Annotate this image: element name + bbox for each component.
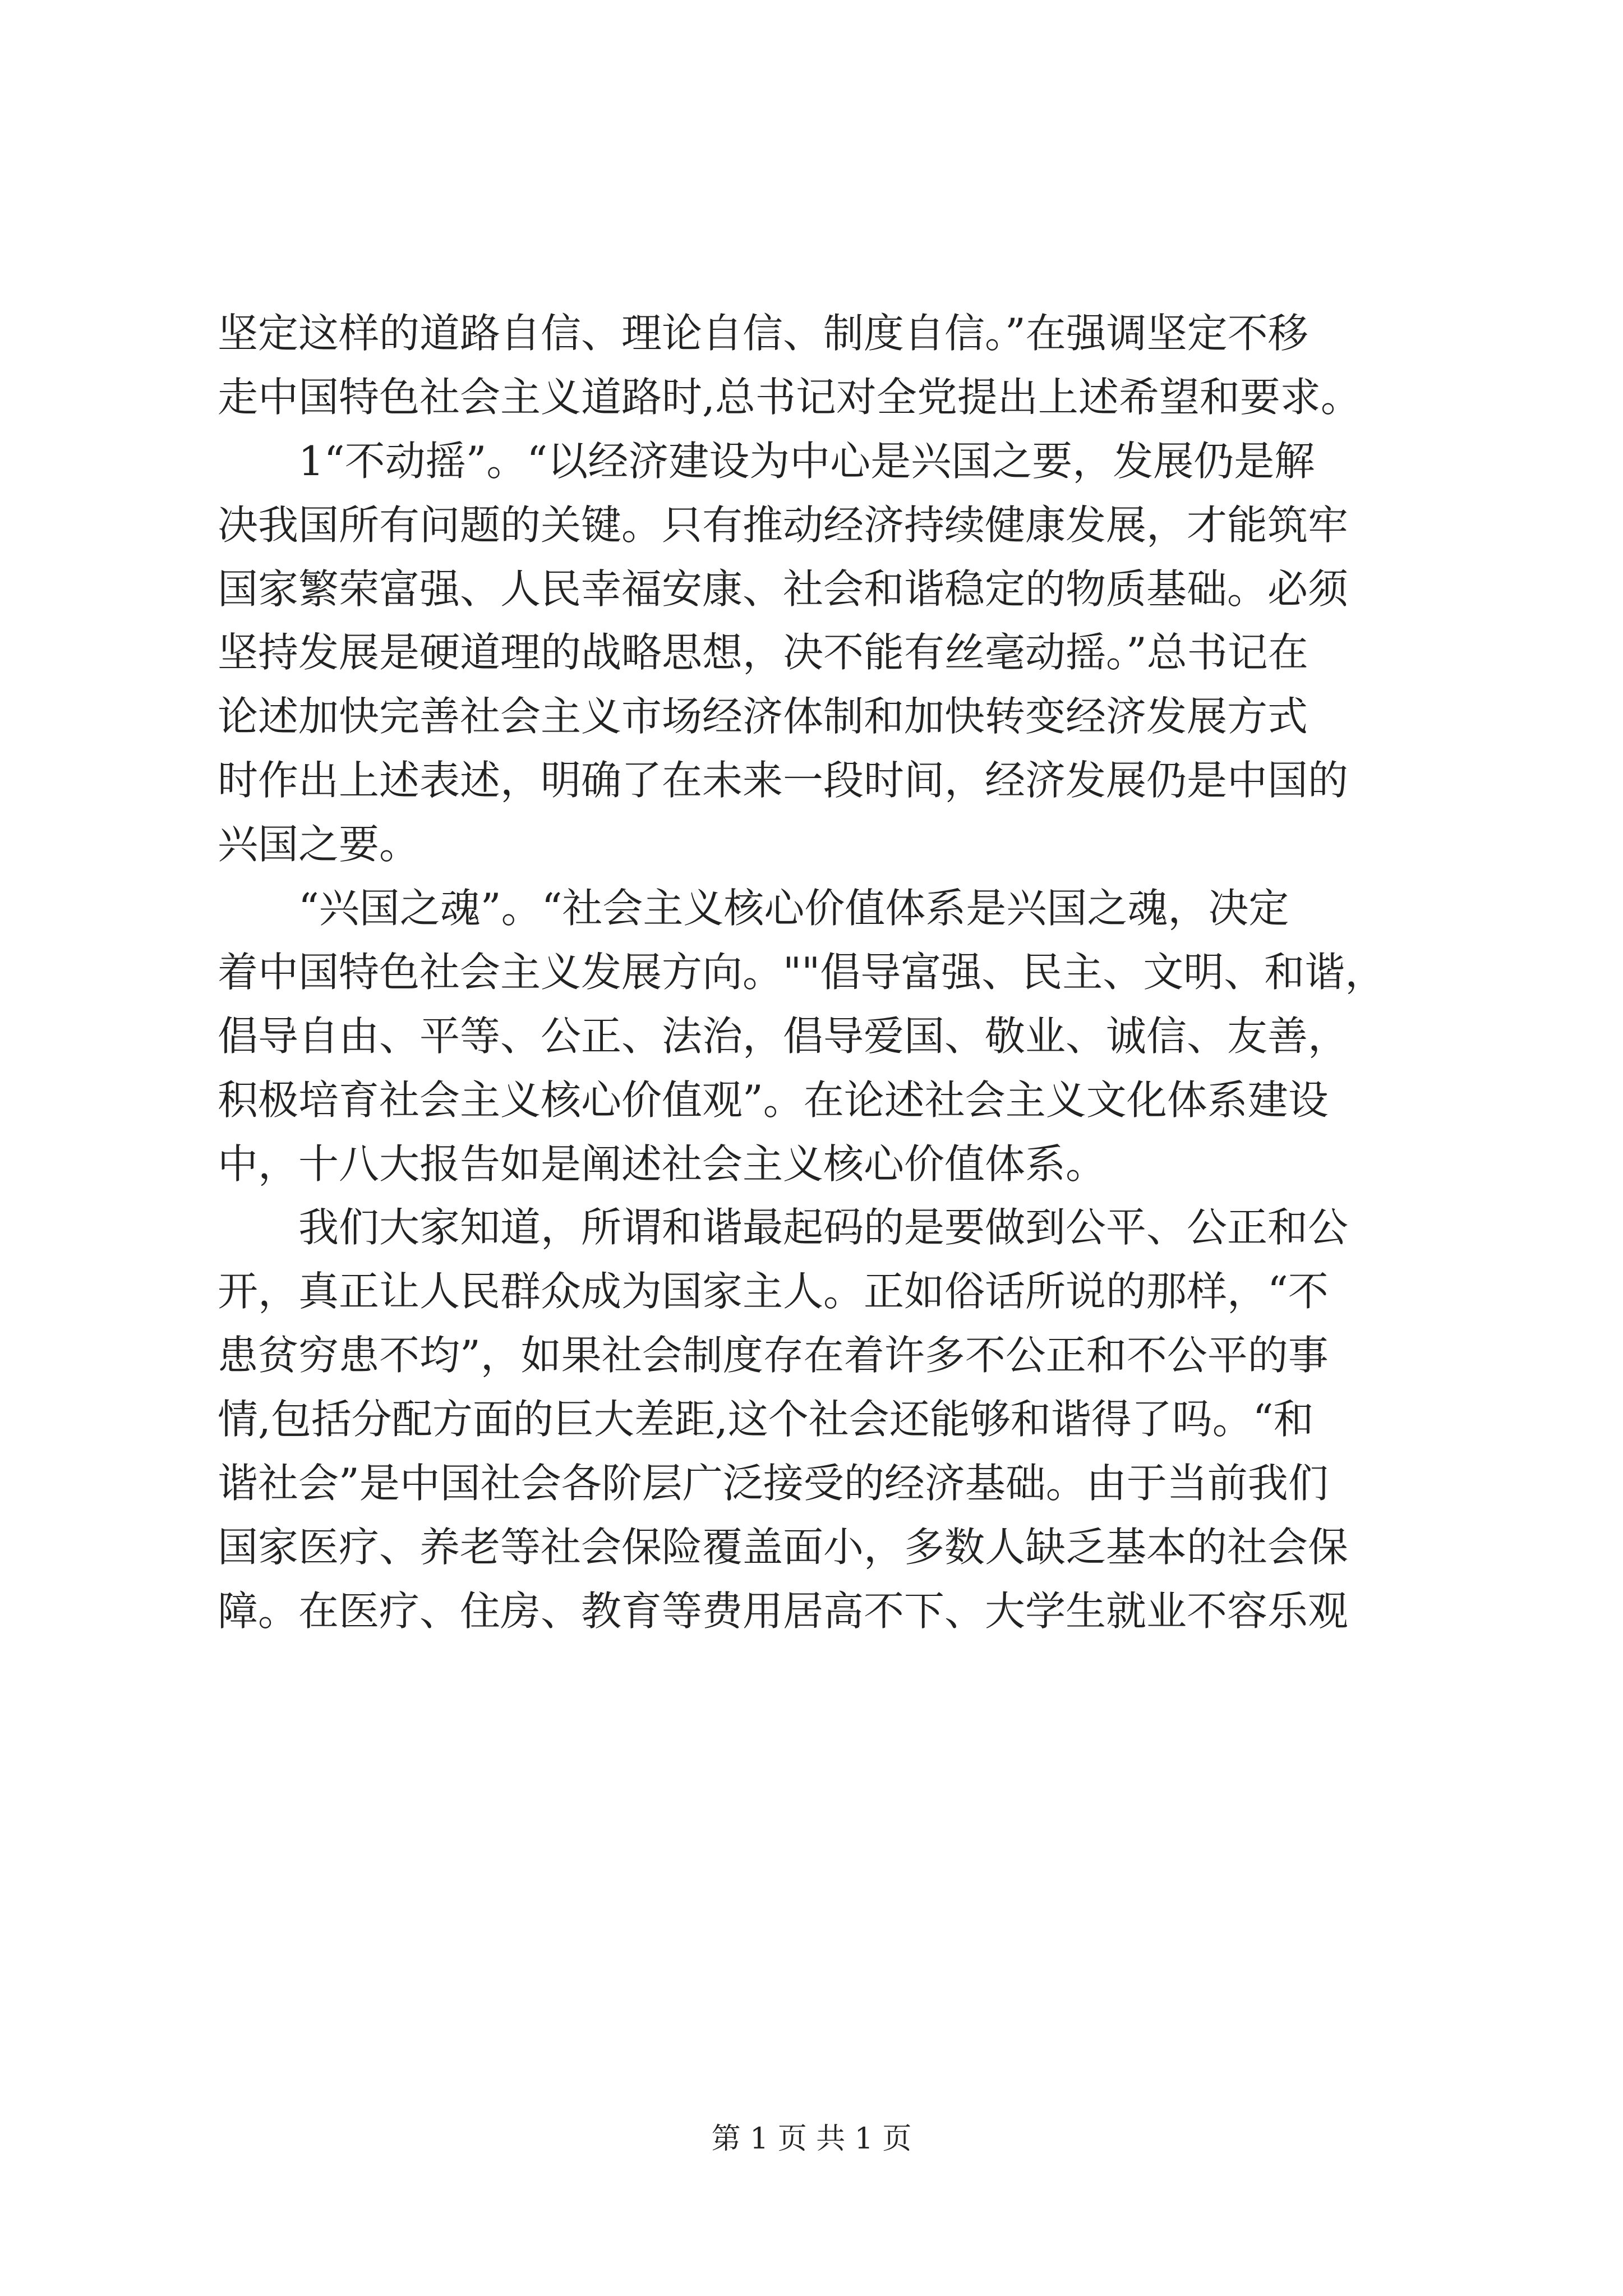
text-line: 走中国特色社会主义道路时,总书记对全党提出上述希望和要求。 — [218, 373, 1361, 421]
text-line: 坚持发展是硬道理的战略思想，决不能有丝毫动摇。”总书记在 — [218, 629, 1308, 677]
paragraph-4 — [218, 1196, 1485, 1643]
document-body — [218, 302, 1485, 1644]
text-line: “兴国之魂”。“社会主义核心价值体系是兴国之魂，决定 — [218, 885, 1289, 932]
text-line: 开，真正让人民群众成为国家主人。正如俗话所说的那样，“不 — [218, 1268, 1329, 1315]
text-line: 倡导自由、平等、公正、法治，倡导爱国、敬业、诚信、友善， — [218, 1012, 1349, 1060]
text-line: 兴国之要。 — [218, 821, 420, 868]
text-line: 国家繁荣富强、人民幸福安康、社会和谐稳定的物质基础。必须 — [218, 565, 1349, 613]
text-line: 我们大家知道，所谓和谐最起码的是要做到公平、公正和公 — [218, 1204, 1349, 1251]
text-line: 中，十八大报告如是阐述社会主义核心价值体系。 — [218, 1140, 1106, 1188]
text-line: 着中国特色社会主义发展方向。""倡导富强、民主、文明、和谐， — [218, 948, 1386, 996]
text-line: 谐社会”是中国社会各阶层广泛接受的经济基础。由于当前我们 — [218, 1460, 1329, 1507]
text-line: 决我国所有问题的关键。只有推动经济持续健康发展，才能筑牢 — [218, 501, 1349, 549]
text-line: 坚定这样的道路自信、理论自信、制度自信。”在强调坚定不移 — [218, 310, 1308, 357]
text-line: 1“不动摇”。“以经济建设为中心是兴国之要，发展仍是解 — [218, 437, 1315, 485]
text-line: 障。在医疗、住房、教育等费用居高不下、大学生就业不容乐观 — [218, 1587, 1349, 1635]
text-line: 患贫穷患不均”，如果社会制度存在着许多不公正和不公平的事 — [218, 1332, 1329, 1379]
page-number-footer: 第 1 页 共 1 页 — [711, 2122, 912, 2156]
text-line: 情,包括分配方面的巨大差距,这个社会还能够和谐得了吗。“和 — [218, 1396, 1314, 1443]
paragraph-3 — [218, 877, 1485, 1196]
paragraph-1 — [218, 302, 1485, 430]
text-line: 积极培育社会主义核心价值观”。在论述社会主义文化体系建设 — [218, 1076, 1329, 1124]
text-line: 时作出上述表述，明确了在未来一段时间，经济发展仍是中国的 — [218, 757, 1349, 804]
text-line: 论述加快完善社会主义市场经济体制和加快转变经济发展方式 — [218, 693, 1308, 740]
text-line: 国家医疗、养老等社会保险覆盖面小，多数人缺乏基本的社会保 — [218, 1523, 1349, 1571]
paragraph-2 — [218, 430, 1485, 877]
